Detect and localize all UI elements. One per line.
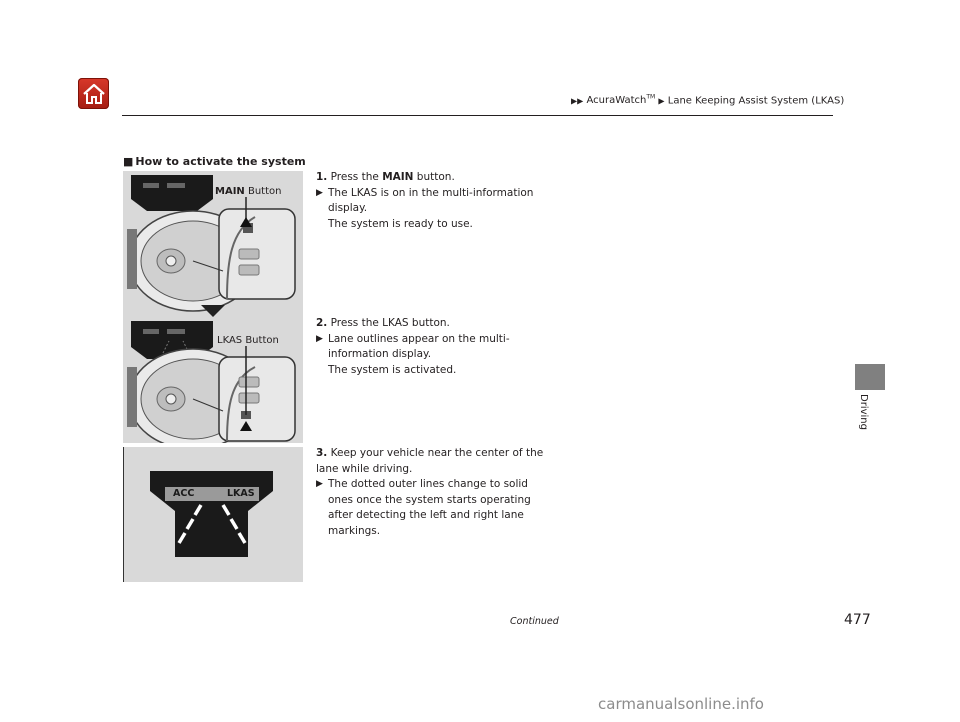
display-acc-indicator: ACC — [173, 488, 195, 499]
watermark: carmanualsonline.info — [598, 695, 764, 713]
result-arrow-icon: ▶ — [316, 479, 323, 489]
display-lkas-indicator: LKAS — [227, 488, 255, 499]
square-bullet-icon: ■ — [123, 155, 134, 168]
result-arrow-icon: ▶ — [316, 187, 323, 198]
home-icon — [82, 83, 106, 105]
home-button[interactable] — [78, 78, 109, 109]
lkas-button-label: LKAS Button — [217, 335, 279, 346]
breadcrumb-item-lkas[interactable]: Lane Keeping Assist System (LKAS) — [667, 95, 845, 107]
steering-illustration — [123, 171, 303, 443]
page-number: 477 — [844, 612, 871, 628]
continued-label: Continued — [510, 616, 559, 627]
panel-divider — [123, 447, 124, 582]
breadcrumb-item-acurawatch[interactable]: AcuraWatch™ — [586, 94, 656, 107]
breadcrumb-arrow-icon: ▶ — [658, 96, 665, 106]
step-2: 2. Press the LKAS button. ▶ Lane outlines appear on the multi-information display. The system is activated. — [316, 316, 546, 378]
step-2-result: ▶ Lane outlines appear on the multi-information display. — [316, 332, 510, 360]
chapter-label: Driving — [858, 394, 869, 430]
step-2-note: The system is activated. — [328, 363, 457, 376]
lane-lines-icon — [123, 447, 303, 582]
step-1: 1. Press the MAIN button. ▶ The LKAS is on in the multi-information display. The system is ready to use. — [316, 170, 566, 232]
main-button-ref: MAIN — [382, 171, 414, 183]
step-3-result: ▶ The dotted outer lines change to solid ones once the system starts operating after detecting the left and right lane markings. — [316, 478, 531, 537]
step-1-result: ▶ The LKAS is on in the multi-information display. — [316, 186, 534, 214]
chapter-tab[interactable] — [855, 364, 885, 390]
result-arrow-icon: ▶ — [316, 333, 323, 344]
header-divider — [122, 115, 833, 116]
breadcrumb-arrow-icon: ▶▶ — [571, 96, 584, 106]
section-title: ■ How to activate the system — [123, 155, 306, 168]
breadcrumb — [571, 94, 844, 106]
display-illustration — [123, 447, 303, 582]
step-1-note: The system is ready to use. — [328, 217, 473, 230]
step-3: 3. Keep your vehicle near the center of the lane while driving. ▶ The dotted outer lines change to solid ones once the system starts operating after detecting the left and right lane markings. — [316, 446, 548, 539]
main-button-label: MAIN Button — [215, 186, 282, 197]
